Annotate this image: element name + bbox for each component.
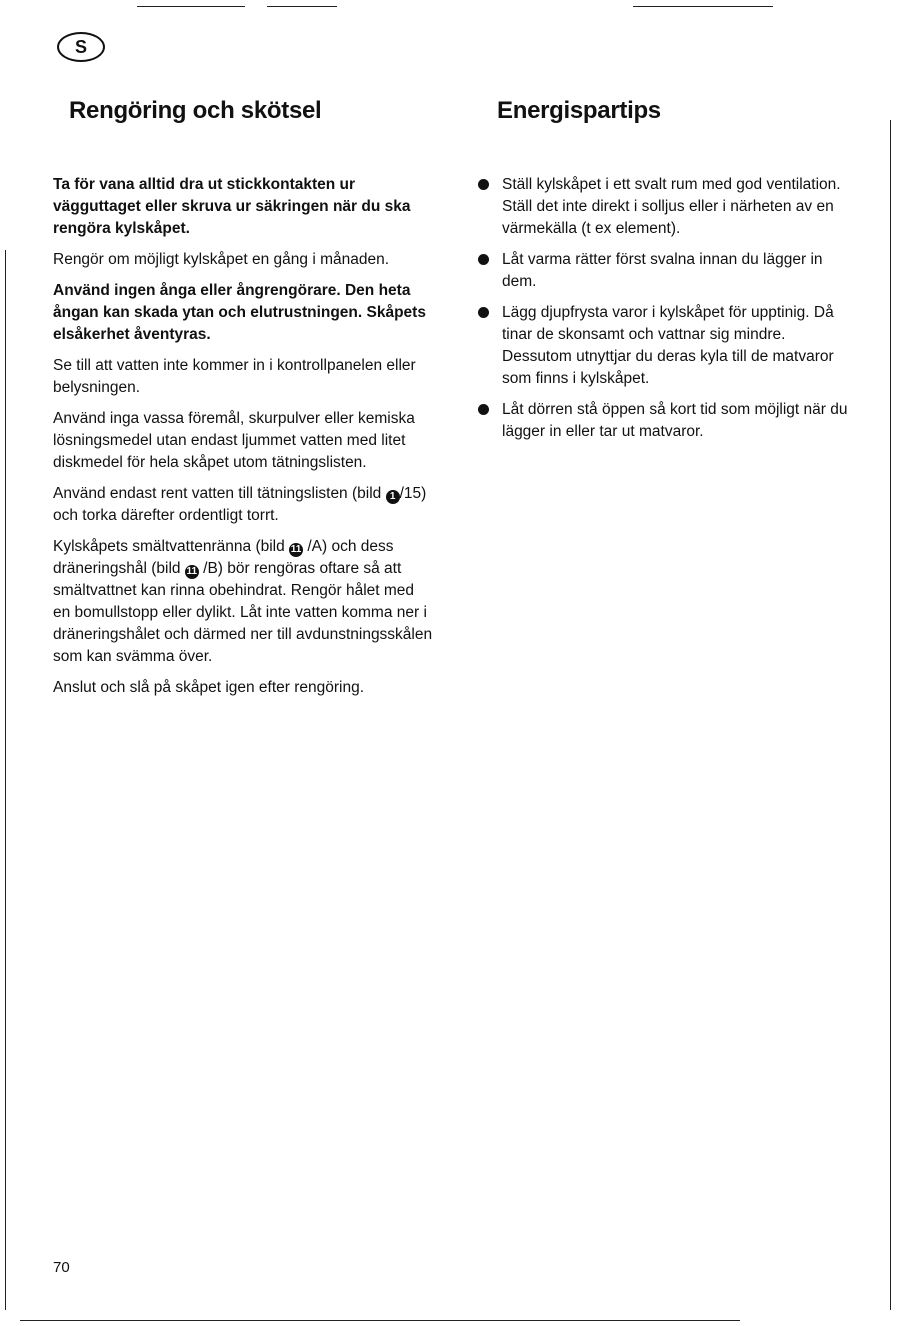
list-item <box>478 174 850 240</box>
scan-line-left-edge <box>5 250 6 1310</box>
unplug-warning: Ta för vana alltid dra ut stickkontakten ur vägguttaget eller skruva ur säkringen när du ska rengöra kylskåpet. <box>53 176 411 237</box>
gasket-text-before: Använd endast rent vatten till tätningslisten (bild <box>53 485 386 502</box>
figure-ref-icon: 1 <box>386 490 400 504</box>
list-item <box>478 302 850 390</box>
tip-text: Låt dörren stå öppen så kort tid som möjligt när du lägger in eller tar ut matvaror. <box>502 401 848 440</box>
list-item <box>478 249 850 293</box>
scan-line-right-edge <box>890 120 891 1310</box>
scan-line-bottom <box>20 1320 740 1321</box>
cleaning-title: Rengöring och skötsel <box>69 97 322 124</box>
drain-text-part3: /B) bör rengöras oftare så att smältvattnet kan rinna obehindrat. Rengör hålet med en bomullstopp eller dylikt. Låt inte vatten komma ner i dräneringshålet och därmed ner till avdunstningsskålen som kan svämma över. <box>53 560 433 665</box>
drain-text-part2: /A) och dess dräneringshål (bild <box>53 538 394 577</box>
list-item <box>478 399 850 443</box>
energy-tips-list <box>478 174 850 443</box>
figure-ref-icon: 11 <box>290 544 302 555</box>
scan-line-top-1 <box>137 6 245 7</box>
tip-text: Lägg djupfrysta varor i kylskåpet för upptinig. Då tinar de skonsamt och vattnar sig mindre. Dessutom utnyttjar du deras kyla till de matvaror som finns i kylskåpet. <box>502 304 834 387</box>
bullet-icon <box>478 307 489 318</box>
drain-cleaning-text <box>53 536 435 668</box>
scan-line-top-2 <box>267 6 337 7</box>
bullet-icon <box>478 404 489 415</box>
tip-text: Ställ kylskåpet i ett svalt rum med god ventilation. Ställ det inte direkt i solljus eller i närheten av en värmekälla (t ex element). <box>502 176 841 237</box>
drain-text-part1: Kylskåpets smältvattenränna (bild <box>53 538 290 555</box>
energy-tips-title: Energispartips <box>497 97 661 124</box>
control-panel-note: Se till att vatten inte kommer in i kontrollpanelen eller belysningen. <box>53 357 416 396</box>
bullet-icon <box>478 179 489 190</box>
figure-ref-icon: 11 <box>186 566 198 577</box>
gasket-text-after: /15) och torka därefter ordentligt torrt. <box>53 485 427 524</box>
reconnect-note: Anslut och slå på skåpet igen efter rengöring. <box>53 679 365 696</box>
energy-tips-column <box>478 174 850 452</box>
gasket-cleaning-text <box>53 483 435 527</box>
language-badge: S <box>57 32 105 62</box>
steam-warning: Använd ingen ånga eller ångrengörare. Den heta ångan kan skada ytan och elutrustningen. Skåpets elsåkerhet åventyras. <box>53 282 426 343</box>
page-number: 70 <box>53 1259 70 1276</box>
bullet-icon <box>478 254 489 265</box>
monthly-cleaning-text: Rengör om möjligt kylskåpet en gång i månaden. <box>53 251 390 268</box>
scan-line-top-3 <box>633 6 773 7</box>
tip-text: Låt varma rätter först svalna innan du lägger in dem. <box>502 251 823 290</box>
cleaning-column <box>53 174 435 708</box>
cleaning-agents-note: Använd inga vassa föremål, skurpulver eller kemiska lösningsmedel utan endast ljummet vatten med litet diskmedel för hela skåpet utom tätningslisten. <box>53 410 415 471</box>
